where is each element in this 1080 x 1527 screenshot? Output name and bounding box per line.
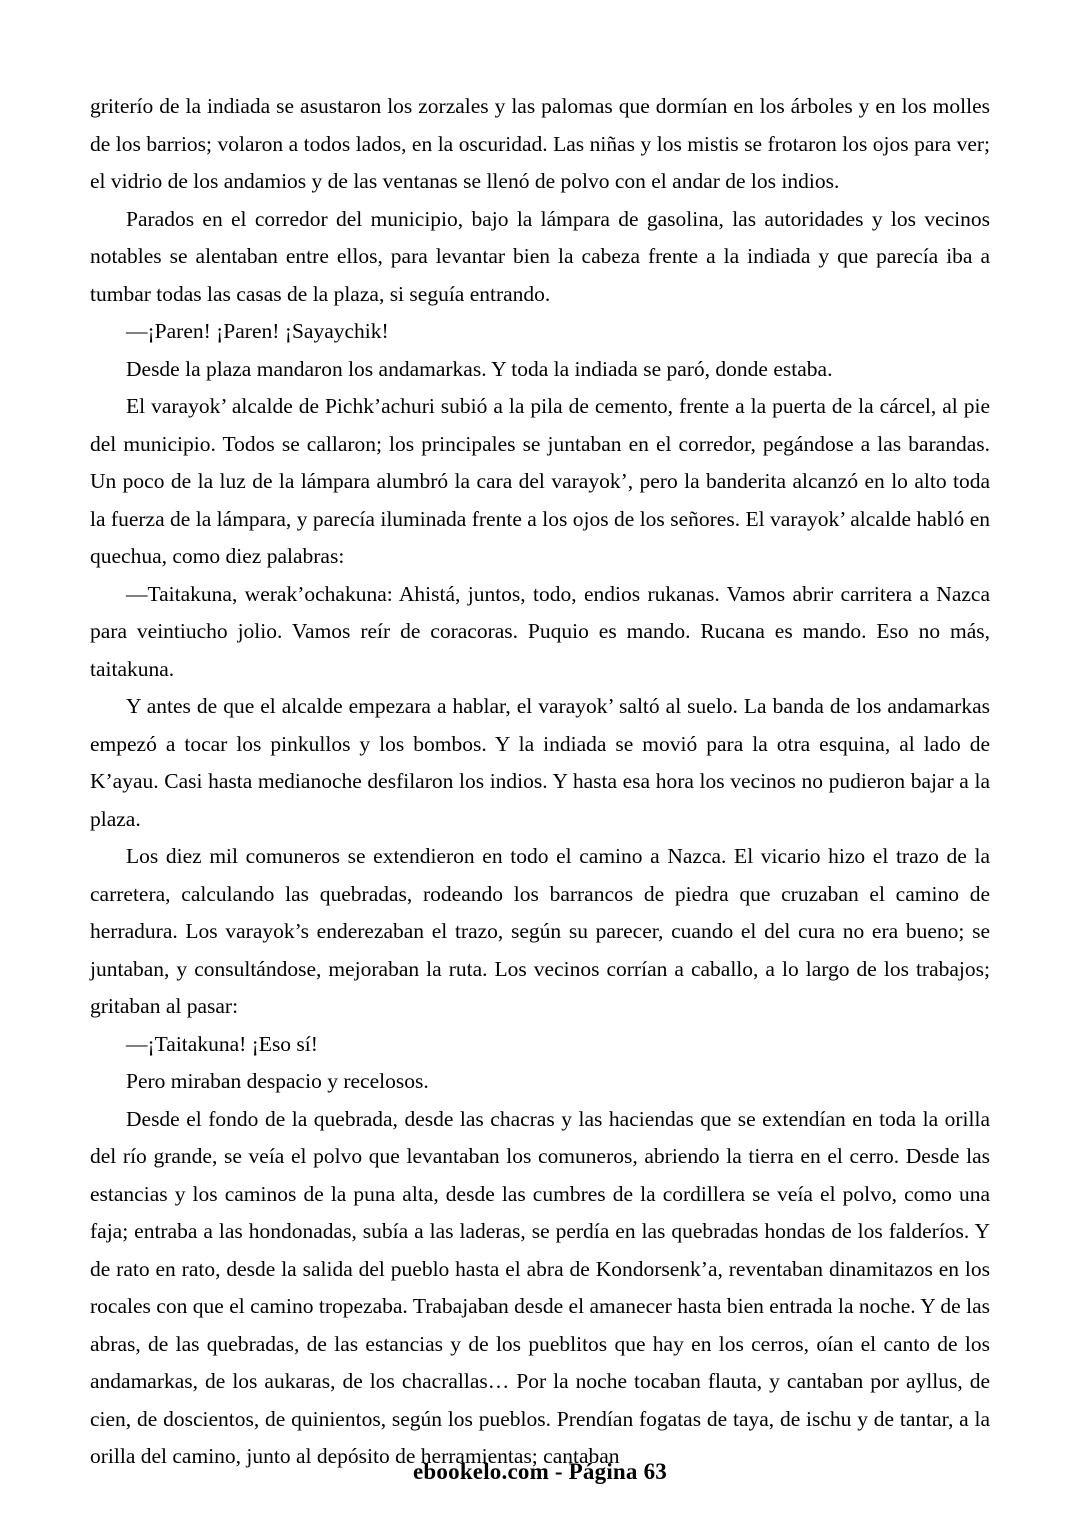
paragraph: Desde el fondo de la quebrada, desde las chacras y las haciendas que se extendían en toda la orilla del río grande, se veía el polvo que levantaban los comuneros, abriendo la tierra en el cerro. Desde las estancias y los caminos de la puna alta, desde las cumbres de la cordillera se veía el polvo, como una faja; entraba a las hondonadas, subía a las laderas, se perdía en las quebradas hondas de los falderíos. Y de rato en rato, desde la salida del pueblo hasta el abra de Kondorsenk’a, reventaban dinamitazos en los rocales con que el camino tropezaba. Trabajaban desde el amanecer hasta bien entrada la noche. Y de las abras, de las quebradas, de las estancias y de los pueblitos que hay en los cerros, oían el canto de los andamarkas, de los aukaras, de los chacrallas… Por la noche tocaban flauta, y cantaban por ayllus, de cien, de doscientos, de quinientos, según los pueblos. Prendían fogatas de taya, de ischu y de tantar, a la orilla del camino, junto al depósito de herramientas; cantaban bbox=[90, 1106, 990, 1468]
paragraph: Pero miraban despacio y recelosos. bbox=[126, 1069, 429, 1093]
paragraph: griterío de la indiada se asustaron los zorzales y las palomas que dormían en los árboles y en los molles de los barrios; volaron a todos lados, en la oscuridad. Las niñas y los mistis se frotaron los ojos para ver; el vidrio de los andamios y de las ventanas se llenó de polvo con el andar de los indios. bbox=[90, 94, 990, 193]
paragraph: Y antes de que el alcalde empezara a hablar, el varayok’ saltó al suelo. La banda de los andamarkas empezó a tocar los pinkullos y los bombos. Y la indiada se movió para la otra esquina, al lado de K’ayau. Casi hasta medianoche desfilaron los indios. Y hasta esa hora los vecinos no pudieron bajar a la plaza. bbox=[90, 694, 990, 831]
paragraph: El varayok’ alcalde de Pichk’achuri subió a la pila de cemento, frente a la puerta de la cárcel, al pie del municipio. Todos se callaron; los principales se juntaban en el corredor, pegándose a las barandas. Un poco de la luz de la lámpara alumbró la cara del varayok’, pero la banderita alcanzó en lo alto toda la fuerza de la lámpara, y parecía iluminada frente a los ojos de los señores. El varayok’ alcalde habló en quechua, como diez palabras: bbox=[90, 394, 990, 568]
paragraph: Desde la plaza mandaron los andamarkas. Y toda la indiada se paró, donde estaba. bbox=[126, 356, 833, 381]
page-body bbox=[90, 88, 990, 1476]
dialogue-line: —Taitakuna, werak’ochakuna: Ahistá, juntos, todo, endios rukanas. Vamos abrir carritera a Nazca para veintiucho jolio. Vamos reír de coracoras. Puquio es mando. Rucana es mando. Eso no más, taitakuna. bbox=[90, 581, 990, 681]
dialogue-line: —¡Taitakuna! ¡Eso sí! bbox=[126, 1031, 318, 1056]
page-footer: ebookelo.com - Página 63 bbox=[413, 1459, 667, 1484]
paragraph: Parados en el corredor del municipio, bajo la lámpara de gasolina, las autoridades y los vecinos notables se alentaban entre ellos, para levantar bien la cabeza frente a la indiada y que parecía iba a tumbar todas las casas de la plaza, si seguía entrando. bbox=[90, 206, 990, 306]
dialogue-line: —¡Paren! ¡Paren! ¡Sayaychik! bbox=[126, 319, 389, 343]
paragraph: Los diez mil comuneros se extendieron en todo el camino a Nazca. El vicario hizo el trazo de la carretera, calculando las quebradas, rodeando los barrancos de piedra que cruzaban el camino de herradura. Los varayok’s enderezaban el trazo, según su parecer, cuando el del cura no era bueno; se juntaban, y consultándose, mejoraban la ruta. Los vecinos corrían a caballo, a lo largo de los trabajos; gritaban al pasar: bbox=[90, 844, 990, 1018]
